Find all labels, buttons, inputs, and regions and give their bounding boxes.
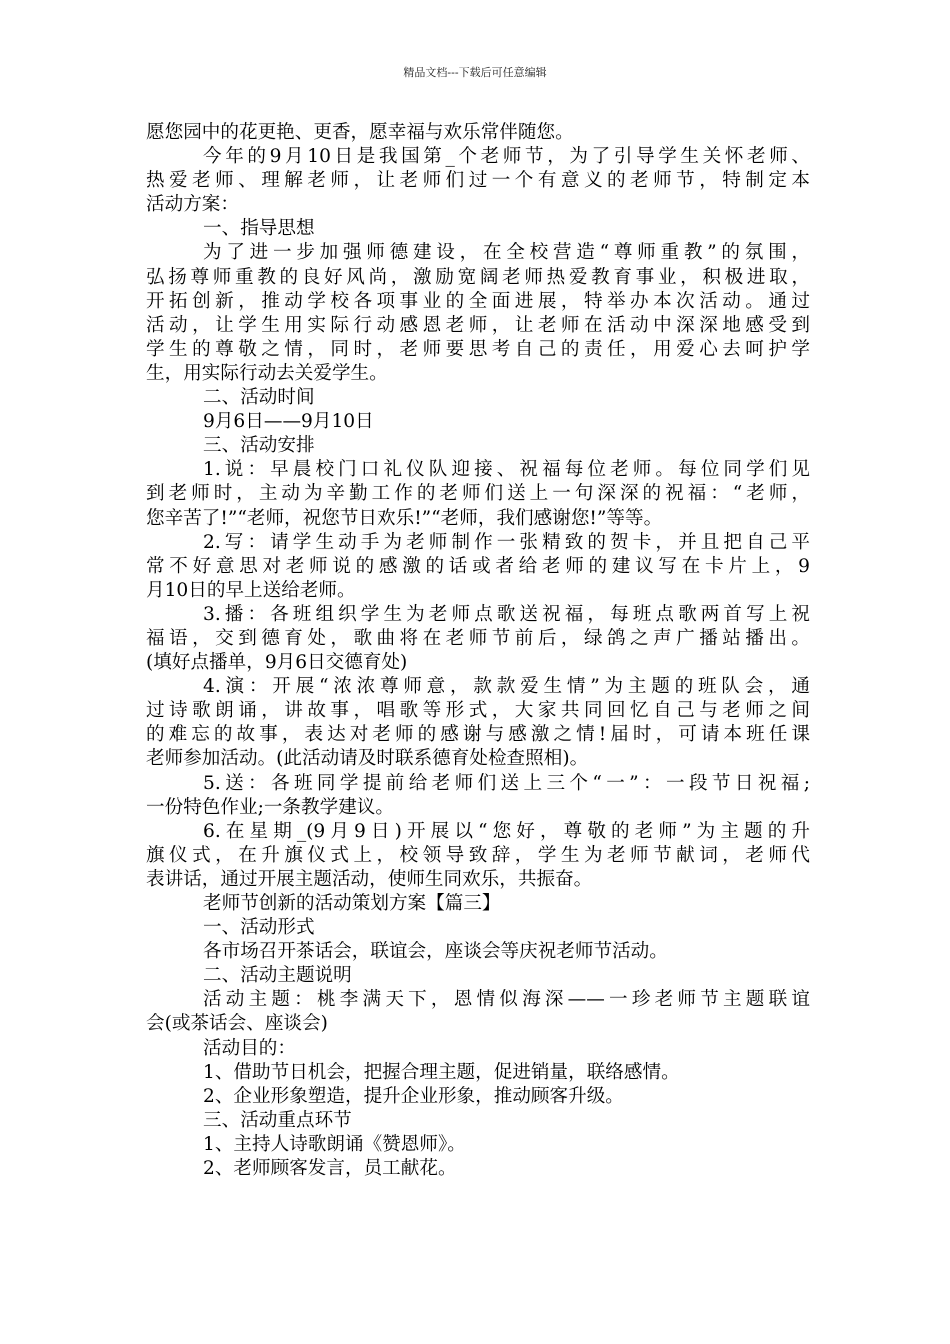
- text-line: 各市场召开茶话会，联谊会，座谈会等庆祝老师节活动。: [203, 941, 668, 963]
- text-line: 老师节创新的活动策划方案【篇三】: [203, 893, 501, 914]
- text-line: 弘扬尊师重教的良好风尚，激励宽阔老师热爱教育事业，积极进取，: [146, 266, 810, 288]
- text-line: 2、企业形象塑造，提升企业形象，推动顾客升级。: [203, 1085, 624, 1107]
- text-line: 热爱老师、理解老师，让老师们过一个有意义的老师节，特制定本: [146, 170, 810, 192]
- text-line: 过诗歌朗诵，讲故事，唱歌等形式，大家共同回忆自己与老师之间: [146, 700, 810, 722]
- text-line: 2、老师顾客发言，员工献花。: [203, 1158, 457, 1180]
- text-line: 4.演：开展“浓浓尊师意，款款爱生情”为主题的班队会，通: [203, 676, 810, 698]
- text-line: 一、活动形式: [203, 917, 315, 939]
- text-line: 常不好意思对老师说的感激的话或者给老师的建议写在卡片上，9: [146, 555, 810, 577]
- text-line: 3.播：各班组织学生为老师点歌送祝福，每班点歌两首写上祝: [203, 603, 810, 625]
- text-line: 6.在星期_(9月9日)开展以“您好，尊敬的老师”为主题的升: [203, 820, 810, 842]
- text-line: 1、主持人诗歌朗诵《赞恩师》。: [203, 1133, 466, 1155]
- text-line: 9月6日——9月10日: [203, 411, 374, 433]
- text-line: 为了进一步加强师德建设，在全校营造“尊师重教”的氛围，: [203, 242, 810, 264]
- text-line: 您辛苦了!”“老师，祝您节日欢乐!”“老师，我们感谢您!”等等。: [146, 507, 663, 529]
- text-line: 生，用实际行动去关爱学生。: [146, 362, 388, 384]
- text-line: 愿您园中的花更艳、更香，愿幸福与欢乐常伴随您。: [146, 122, 574, 143]
- text-line: 三、活动重点环节: [203, 1109, 352, 1131]
- text-line: 福语，交到德育处，歌曲将在老师节前后，绿鸽之声广播站播出。: [146, 627, 810, 649]
- text-line: 活动，让学生用实际行动感恩老师，让老师在活动中深深地感受到: [146, 314, 810, 336]
- text-line: 活动主题：桃李满天下，恩情似海深——一珍老师节主题联谊: [203, 989, 810, 1011]
- page-header: 精品文档---下载后可任意编辑: [403, 66, 547, 79]
- text-line: 今年的9月10日是我国第_个老师节，为了引导学生关怀老师、: [203, 146, 810, 168]
- text-line: 二、活动时间: [203, 387, 315, 409]
- text-line: 一份特色作业;一条教学建议。: [146, 796, 394, 818]
- text-line: 老师参加活动。(此活动请及时联系德育处检查照相)。: [146, 748, 589, 770]
- document-body: [146, 121, 810, 1181]
- text-line: (填好点播单，9月6日交德育处): [146, 652, 408, 674]
- text-line: 月10日的早上送给老师。: [146, 579, 356, 601]
- text-line: 开拓创新，推动学校各项事业的全面进展，特举办本次活动。通过: [146, 290, 810, 312]
- text-line: 学生的尊敬之情，同时，老师要思考自己的责任，用爱心去呵护学: [146, 338, 810, 360]
- text-line: 三、活动安排: [203, 435, 315, 457]
- text-line: 到老师时，主动为辛勤工作的老师们送上一句深深的祝福：“老师，: [146, 483, 810, 505]
- text-line: 活动目的：: [203, 1037, 296, 1059]
- text-line: 二、活动主题说明: [203, 965, 352, 987]
- text-line: 旗仪式，在升旗仪式上，校领导致辞，学生为老师节献词，老师代: [146, 844, 810, 866]
- text-line: 5.送：各班同学提前给老师们送上三个“一”：一段节日祝福;: [203, 772, 810, 794]
- text-line: 的难忘的故事，表达对老师的感谢与感激之情!届时，可请本班任课: [146, 724, 810, 746]
- text-line: 活动方案：: [146, 194, 239, 216]
- text-line: 2.写：请学生动手为老师制作一张精致的贺卡，并且把自己平: [203, 531, 810, 553]
- text-line: 会(或茶话会、座谈会): [146, 1013, 328, 1035]
- text-line: 一、指导思想: [203, 218, 315, 240]
- text-line: 表讲话，通过开展主题活动，使师生同欢乐，共振奋。: [146, 868, 593, 890]
- text-line: 1、借助节日机会，把握合理主题，促进销量，联络感情。: [203, 1061, 680, 1083]
- text-line: 1.说：早晨校门口礼仪队迎接、祝福每位老师。每位同学们见: [203, 459, 810, 481]
